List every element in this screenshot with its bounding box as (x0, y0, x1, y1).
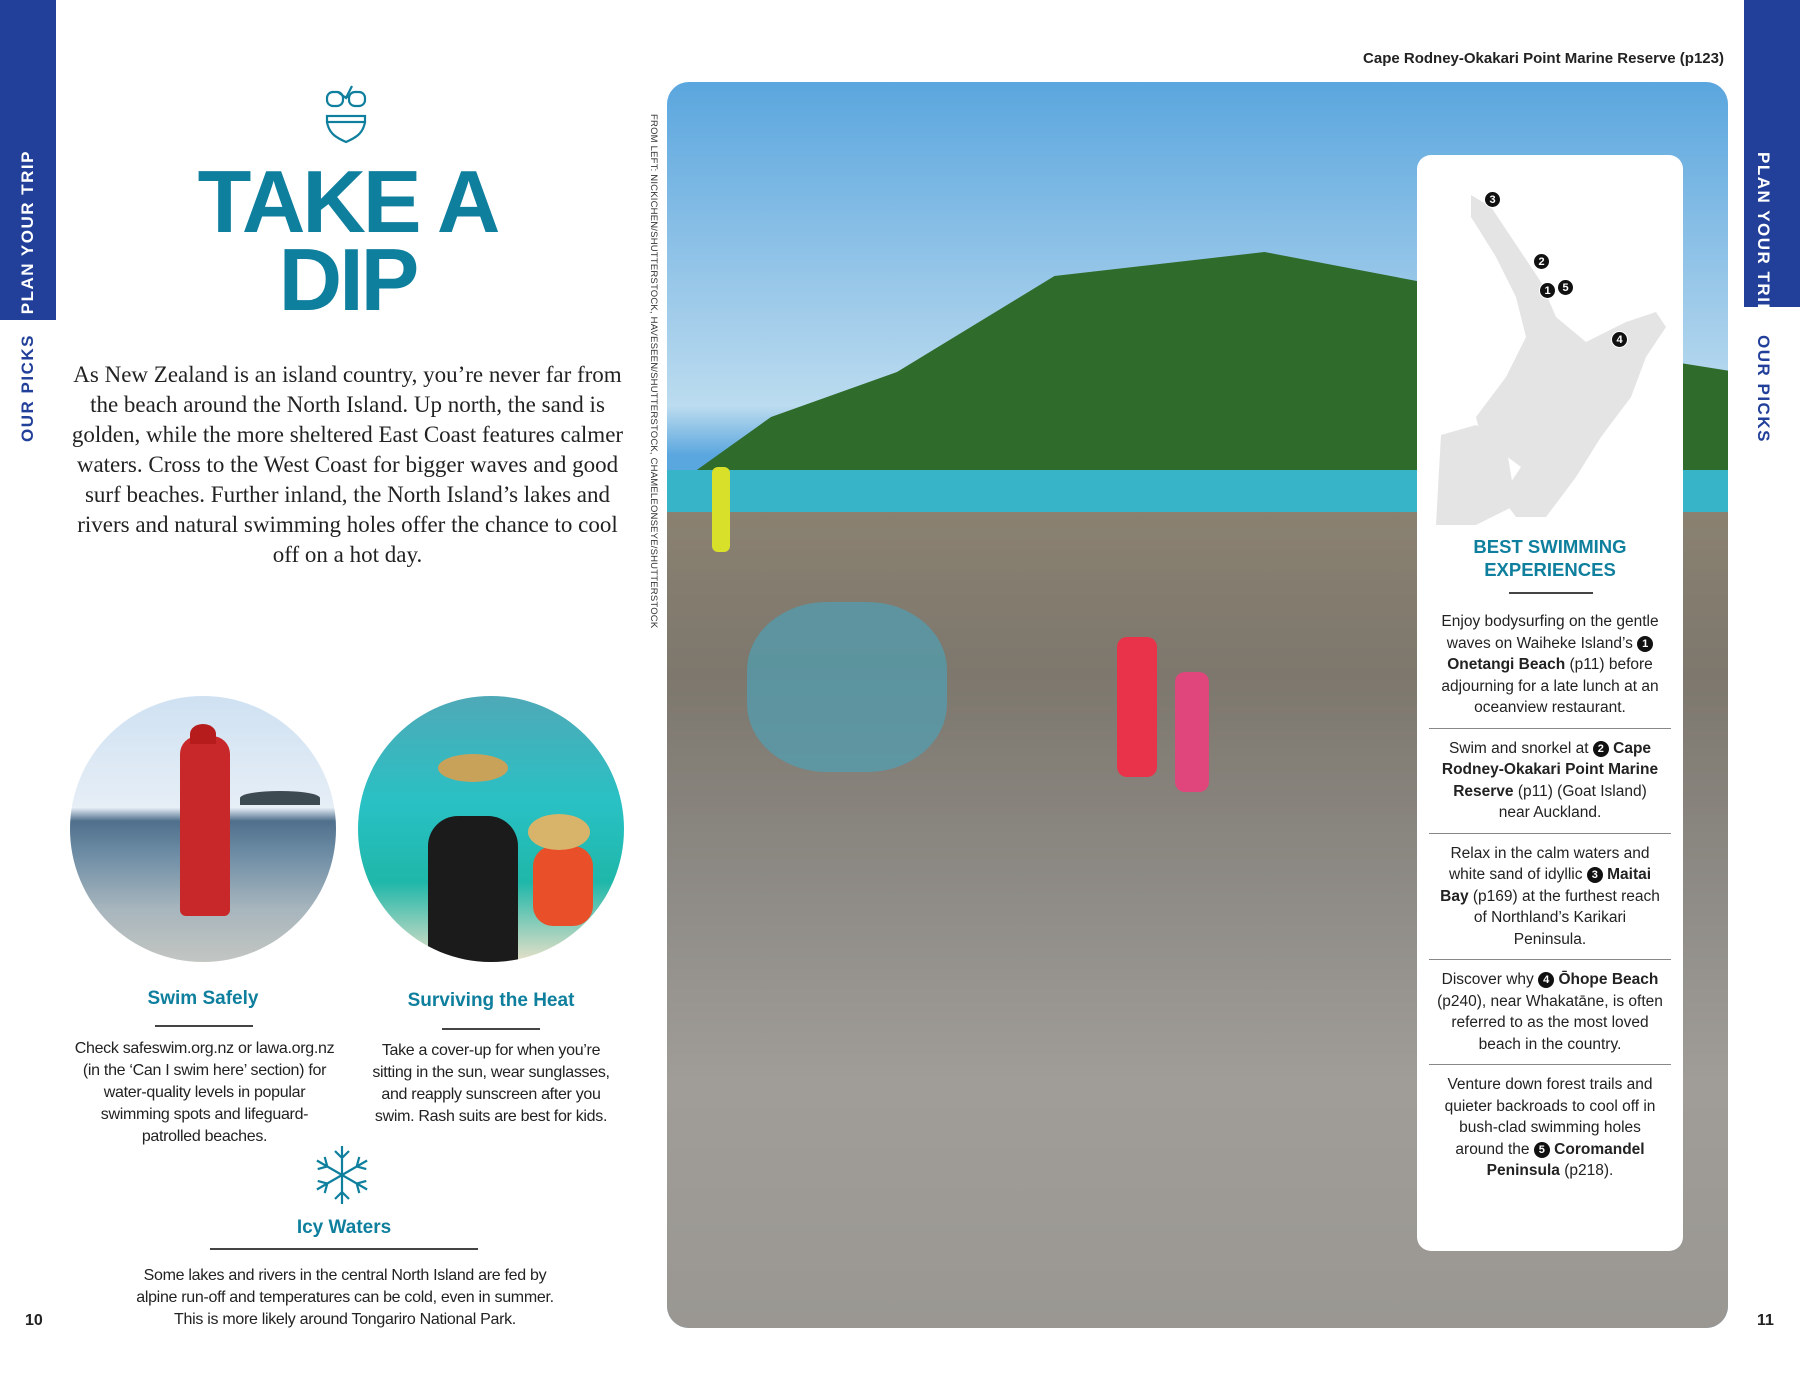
experience-item (1429, 960, 1671, 1065)
tip-text-icy: Some lakes and rivers in the central North Island are fed by alpine run-off and temperatures can be cold, even in summer. This is more likely around Tongariro National Park. (136, 1267, 554, 1328)
item-text: (p169) at the furthest reach of Northland’s Karikari Peninsula. (1472, 887, 1660, 948)
place-link[interactable]: Cape Rodney-Okakari Point Marine Reserve (1441, 739, 1659, 800)
page-number-left: 10 (25, 1312, 43, 1329)
side-tab-right-inactive[interactable]: OUR PICKS (1754, 335, 1773, 443)
tip-text-swim-safely: Check safeswim.org.nz or lawa.org.nz (in the ‘Can I swim here’ section) for water-quality levels in popular swimming spots and lifeguard-patrolled beaches. (74, 1040, 335, 1145)
experience-item (1429, 1065, 1671, 1191)
number-badge: 2 (1593, 741, 1609, 757)
item-text: Venture down forest trails and quieter backroads to cool off in bush-clad swimming holes around the (1444, 1076, 1656, 1158)
number-badge: 3 (1587, 867, 1603, 883)
map-pin-5[interactable]: 5 (1557, 279, 1574, 296)
lifeguard-photo (70, 696, 336, 962)
place-link[interactable]: Ōhope Beach (1558, 971, 1659, 988)
side-tab-left-active[interactable]: PLAN YOUR TRIP (18, 150, 37, 315)
map-pin-1[interactable]: 1 (1539, 282, 1556, 299)
item-text: Swim and snorkel at (1448, 739, 1589, 757)
divider (1509, 592, 1593, 594)
number-badge: 4 (1538, 972, 1554, 988)
card-heading-line1: BEST SWIMMING (1473, 536, 1627, 557)
item-text: Discover why (1441, 971, 1534, 988)
bikini-icon (324, 84, 368, 146)
tip-heading-heat: Surviving the Heat (407, 990, 575, 1011)
item-text: Enjoy bodysurfing on the gentle waves on Waiheke Island’s (1441, 613, 1659, 652)
divider (155, 1025, 253, 1027)
place-link[interactable]: Maitai Bay (1440, 866, 1652, 905)
photo-caption: Cape Rodney-Okakari Point Marine Reserve (p123) (1363, 50, 1724, 67)
item-text: (p240), near Whakatāne, is often referred to as the most loved beach in the country. (1437, 992, 1663, 1053)
map-pin-3[interactable]: 3 (1484, 191, 1501, 208)
item-text: (p11) before adjourning for a late lunch at an oceanview restaurant. (1441, 656, 1659, 716)
tip-heading-swim-safely: Swim Safely (147, 988, 259, 1009)
map-pin-4[interactable]: 4 (1611, 331, 1628, 348)
tip-text-heat: Take a cover-up for when you’re sitting in the sun, wear sunglasses, and reapply sunscreen after you swim. Rash suits are best for kids. (372, 1042, 610, 1125)
intro-paragraph: As New Zealand is an island country, you’re never far from the beach around the North Island. Up north, the sand is golden, while the more sheltered East Coast features calmer waters. Cross to the West Coast for bigger waves and good surf beaches. Further inland, the North Island’s lakes and rivers and natural swimming holes offer the chance to cool off on a hot day. (71, 362, 624, 567)
place-link[interactable]: Coromandel Peninsula (1486, 1140, 1645, 1179)
number-badge: 5 (1534, 1142, 1550, 1158)
best-swimming-card (1417, 155, 1683, 1251)
experience-item (1429, 602, 1671, 729)
side-tab-right-active[interactable]: PLAN YOUR TRIP (1754, 152, 1773, 317)
card-heading-line2: EXPERIENCES (1484, 559, 1616, 580)
place-link[interactable]: Onetangi Beach (1447, 656, 1566, 673)
divider (210, 1248, 478, 1250)
number-badge: 1 (1637, 636, 1653, 652)
mother-child-photo (358, 696, 624, 962)
experience-item (1429, 729, 1671, 834)
photo-credit: FROM LEFT: NICKICHEN/SHUTTERSTOCK, HAVESEEN/SHUTTERSTOCK, CHAMELEONSEYE/SHUTTERSTOCK (648, 114, 659, 629)
divider (442, 1028, 540, 1030)
page-title-line1: TAKE A (197, 152, 498, 251)
page-number-right: 11 (1757, 1312, 1774, 1329)
tip-heading-icy: Icy Waters (296, 1217, 392, 1238)
item-text: (p11) (Goat Island) near Auckland. (1498, 782, 1647, 821)
north-island-map (1431, 185, 1671, 525)
map-pin-2[interactable]: 2 (1533, 253, 1550, 270)
item-text: Relax in the calm waters and white sand of idyllic (1448, 844, 1650, 883)
page-title-line2: DIP (278, 230, 417, 329)
experience-list (1429, 602, 1671, 1191)
experience-item (1429, 834, 1671, 961)
card-heading (1417, 535, 1683, 581)
snowflake-icon (313, 1144, 371, 1206)
item-text: (p218). (1564, 1162, 1614, 1179)
side-tab-left-inactive[interactable]: OUR PICKS (18, 334, 37, 442)
